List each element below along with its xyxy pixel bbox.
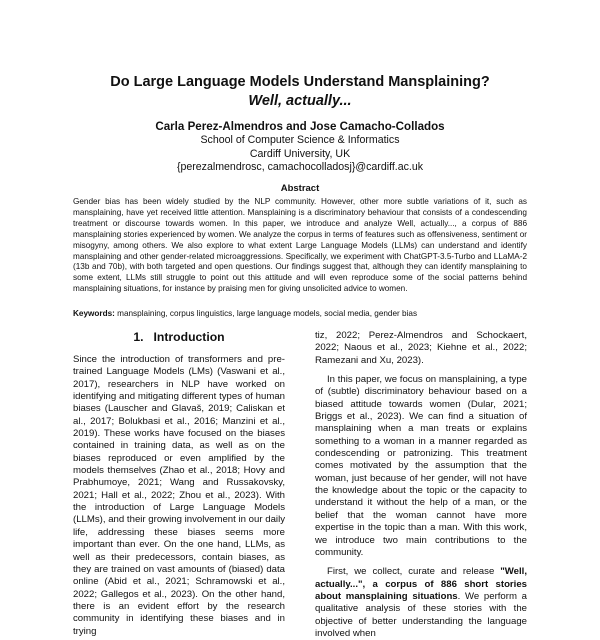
affiliation: School of Computer Science & Informatics: [200, 134, 400, 146]
keywords: [73, 309, 527, 320]
section-title: Introduction: [153, 330, 225, 344]
author-names: Carla Perez-Almendros and Jose Camacho-Collados: [155, 120, 445, 133]
title-main: Do Large Language Models Understand Mansplaining?: [110, 74, 490, 90]
left-column: [73, 330, 285, 638]
para3-bold: "Well, actually...", a corpus of 886 short stories about mansplaining situations: [315, 566, 527, 602]
keywords-label: Keywords:: [73, 309, 115, 318]
para3-start: First, we collect, curate and release: [327, 566, 501, 578]
title-subtitle: Well, actually...: [248, 93, 352, 109]
abstract-heading: Abstract: [280, 183, 320, 194]
intro-paragraph-2: In this paper, we focus on mansplaining, a type of (subtle) discriminatory behaviour based on a biased attitude towards women (Dular, 2021; Briggs et al., 2023). We can find a situation of mansplaining when a man treats or explains something to a woman in a manner regarded as condescending or patronizing. This treatment comes motivated by the assumption that the woman, just because of her gender, will not have the knowledge about the topic or the capacity to understand it without the help of a man, or the belief that the woman cannot have more expertise in the topic than a man. With this work, we introduce two main contributions to the community.: [315, 374, 527, 558]
right-column: [315, 330, 527, 640]
section-heading: [73, 330, 285, 345]
intro-paragraph-continued: tiz, 2022; Perez-Almendros and Schockaert, 2022; Naous et al., 2023; Kiehne et al., 2022; Ramezani and Xu, 2023).: [315, 330, 527, 366]
section-number: 1.: [133, 330, 144, 344]
author-emails: {perezalmendrosc, camachocolladosj}@cardiff.ac.uk: [176, 161, 424, 173]
intro-paragraph-3: [315, 566, 527, 640]
abstract-text: Gender bias has been widely studied by the NLP community. However, other more subtle variations of it, such as mansplaining, have yet received little attention. Mansplaining is a discriminatory behaviour that consists of a condescending treatment or discourse towards women. In this paper, we introduce and analyze Well, actually..., a corpus of 886 mansplaining stories experienced by women. We analyze the corpus in terms of features such as offensiveness, sentiment or misogyny, among others. We also explore to what extent Large Language Models (LLMs) can understand and identify mansplaining and other gender-related microaggressions. Specifically, we experiment with ChatGPT-3.5-Turbo and LLaMA-2 (13b and 70b), with both targeted and open questions. Our findings suggest that, although they can identify mansplaining to some extent, LLMs still struggle to point out this attitude and will even reproduce some of the social patterns behind mansplaining situations, for instance by praising men for giving unsolicited advice to women.: [73, 197, 527, 294]
para3-end: . We perform a qualitative analysis of these stories with the objective of better understanding the language involved when: [315, 590, 527, 639]
paper-title: [40, 73, 560, 111]
institution: Cardiff University, UK: [249, 147, 351, 160]
keywords-text: mansplaining, corpus linguistics, large language models, social media, gender bias: [114, 309, 418, 318]
intro-paragraph-1: Since the introduction of transformers and pre-trained Language Models (LMs) (Vaswani et al., 2017), researchers in NLP have worked on identifying and mitigating different types of human biases (Lauscher and Glavaš, 2019; Caliskan et al., 2017; Bolukbasi et al., 2016; Manzini et al., 2019). These works have focused on the biases contained in training data, as well as on the biases reproduced or even amplified by the models themselves (Zhao et al., 2018; Hovy and Prabhumoye, 2021; Wang and Russakovsky, 2021; Hall et al., 2022; Zhou et al., 2023). With the introduction of Large Language Models (LLMs), and their growing involvement in our daily life, addressing these biases seems more important than ever. On the one hand, LLMs, as well as their predecessors, contain biases, as they are trained on vast amounts of (biased) data online (Abid et al., 2021; Schramowski et al., 2022; Gallegos et al., 2023). On the other hand, there is an evident effort by the research community in identifying these biases and in trying: [73, 354, 285, 637]
author-block: [40, 119, 560, 175]
